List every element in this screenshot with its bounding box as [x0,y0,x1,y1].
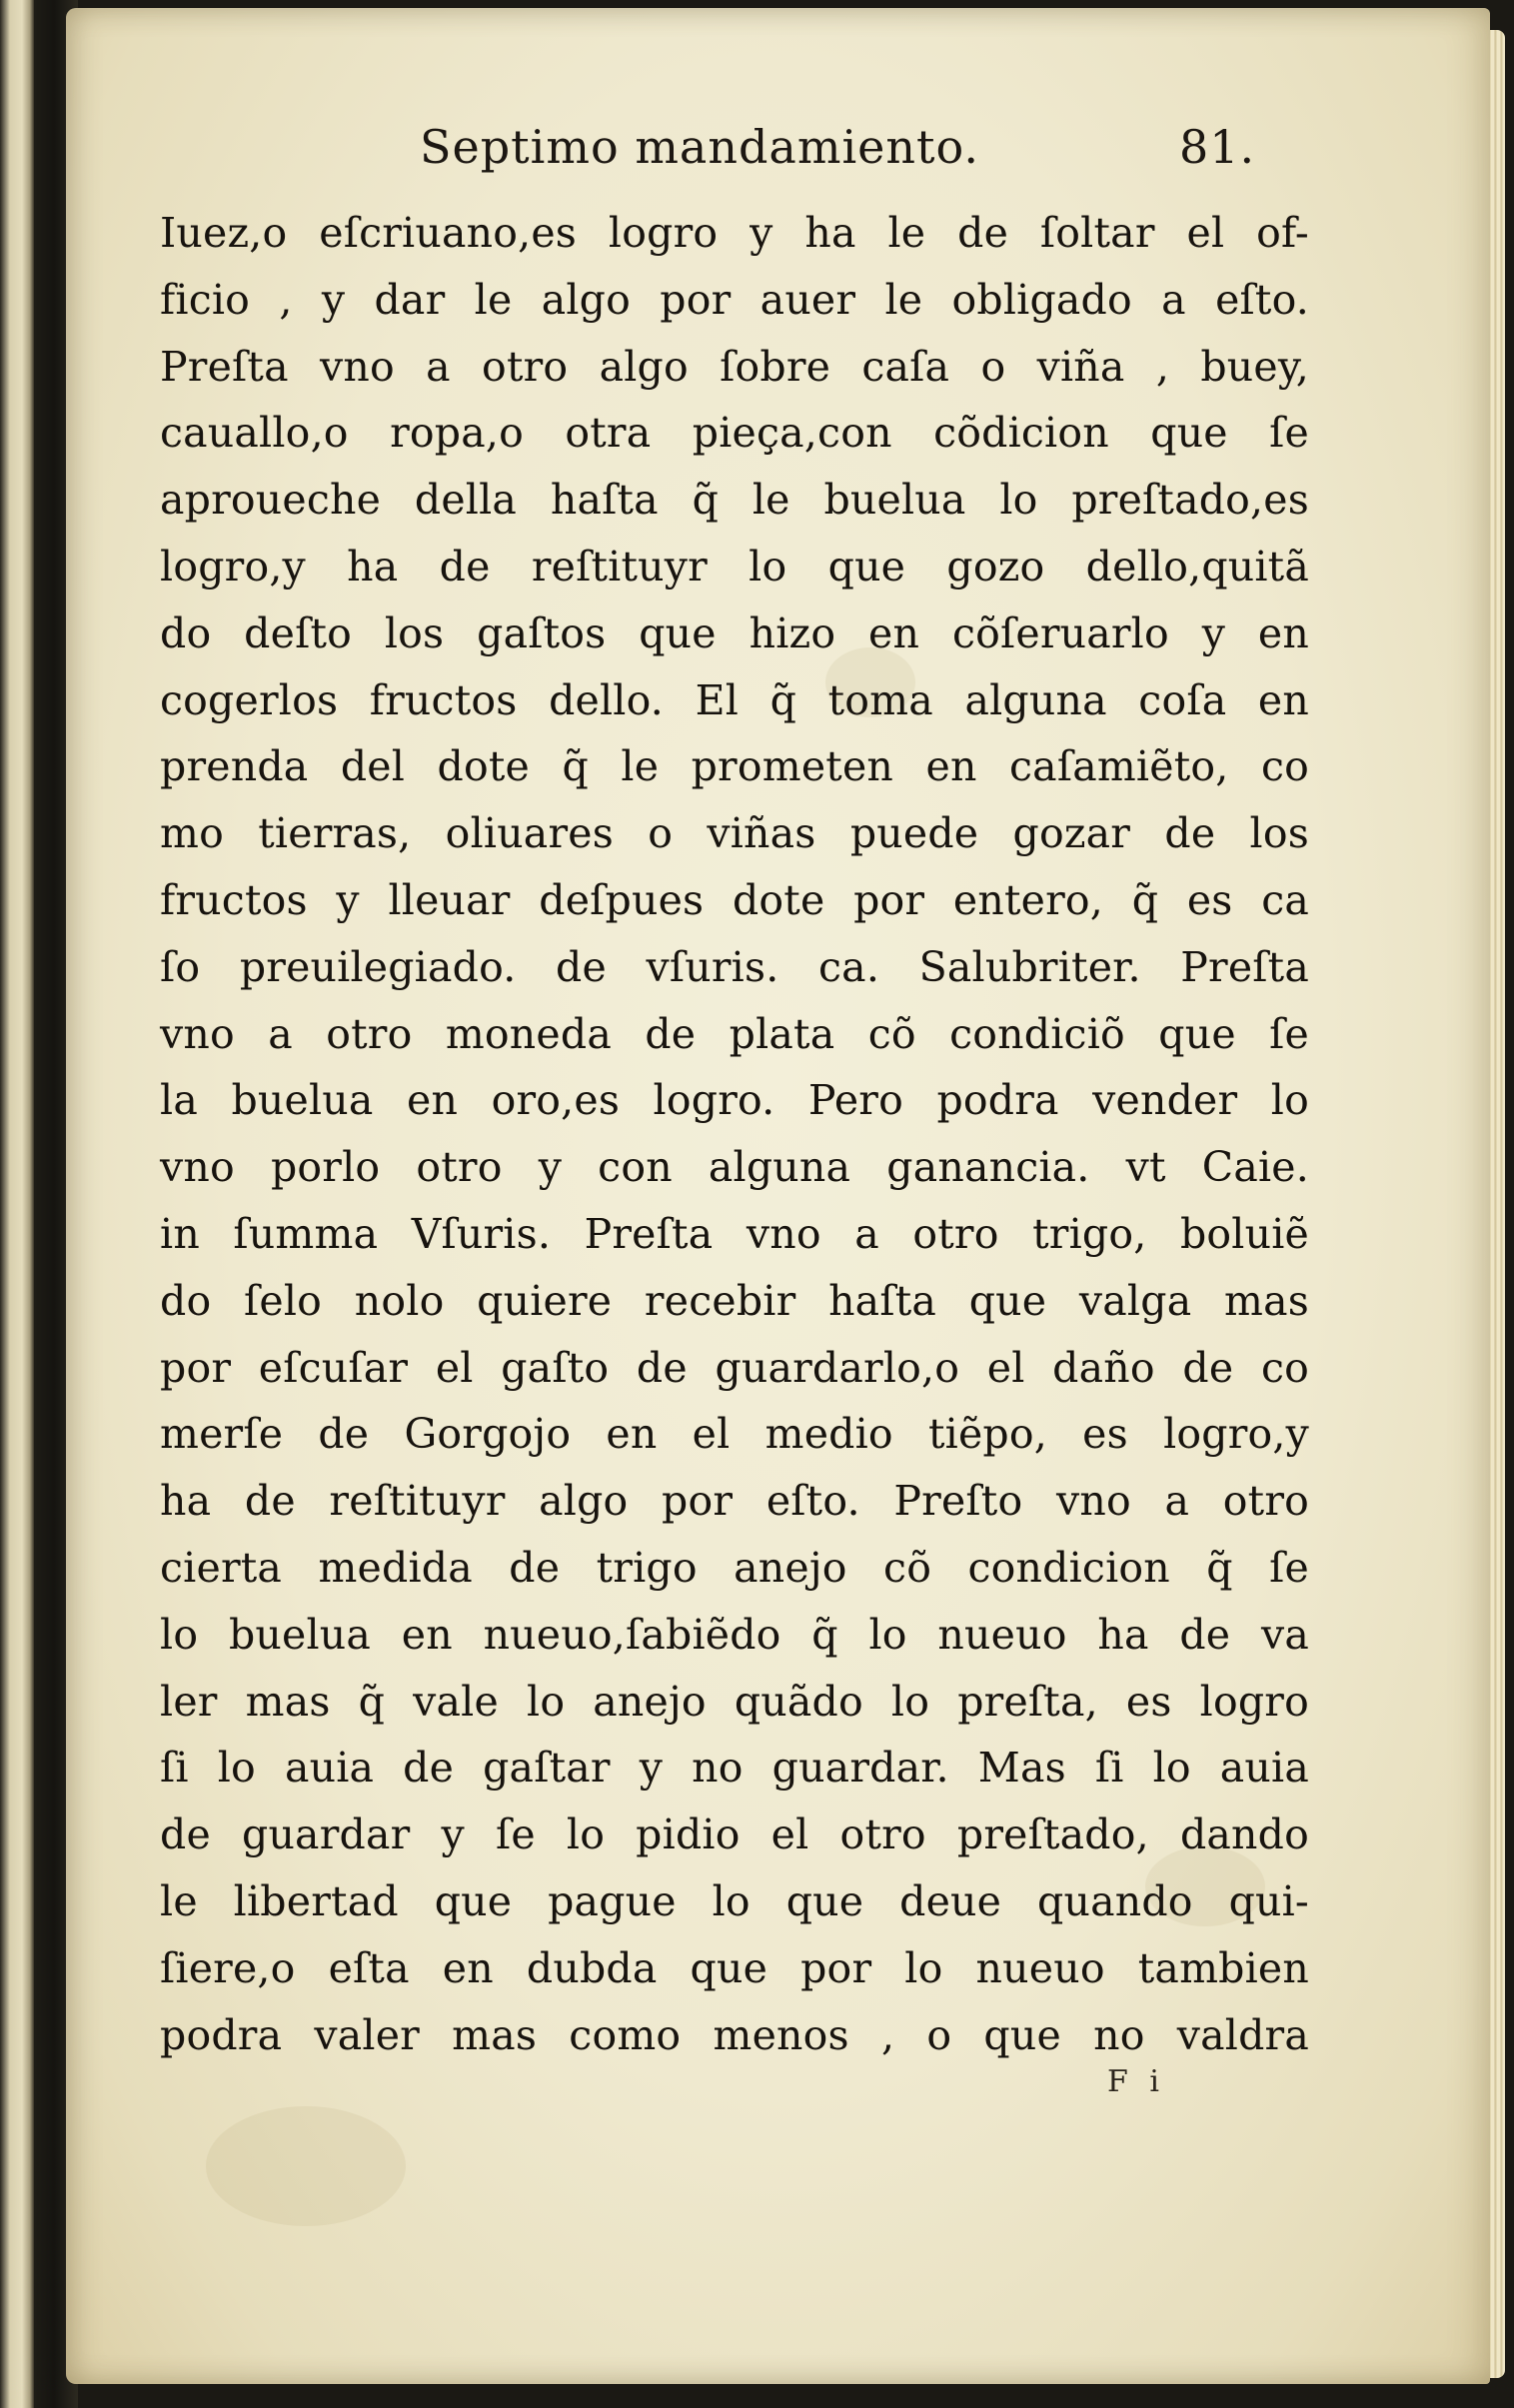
text-line: ſo preuilegiado. de vſuris. ca. Salubriter. Preſta [160,942,1309,991]
text-line: ſiere,o eſta en dubda que por lo nueuo tambien [160,1943,1309,1992]
text-line: do ſelo nolo quiere recebir haſta que valga mas [160,1276,1309,1325]
text-line: do deſto los gaſtos que hizo en cõſeruarlo y en [160,608,1309,657]
signature-mark: F i [1107,2064,1165,2099]
text-line: ſi lo auia de gaſtar y no guardar. Mas ſi lo auia [160,1744,1309,1793]
text-line: logro,y ha de reſtituyr lo que gozo dello,quitã [160,542,1309,591]
text-line: le libertad que pague lo que deue quando qui- [160,1876,1309,1925]
text-line: aproueche della haſta q̃ le buelua lo preſtado,es [160,476,1309,525]
page-number: 81. [1179,120,1256,174]
text-line: fructos y lleuar deſpues dote por entero, q̃ es ca [160,875,1309,924]
text-line: vno porlo otro y con alguna ganancia. vt Caie. [160,1143,1309,1192]
text-line: merſe de Gorgojo en el medio tiẽpo, es logro,y [160,1410,1309,1459]
text-line: vno a otro moneda de plata cõ condiciõ que ſe [160,1009,1309,1058]
text-line: lo buelua en nueuo,ſabiẽdo q̃ lo nueuo ha de va [160,1610,1309,1659]
running-head-title: Septimo mandamiento. [420,120,980,174]
foxing-stain [206,2106,406,2226]
text-line: cauallo,o ropa,o otra pieça,con cõdicion que ſe [160,409,1309,458]
text-line: cogerlos fructos dello. El q̃ toma alguna coſa en [160,675,1309,724]
text-line: prenda del dote q̃ le prometen en caſamiẽto, co [160,742,1309,791]
text-line: cierta medida de trigo anejo cõ condicion q̃ ſe [160,1543,1309,1592]
text-line: Iuez,o eſcriuano,es logro y ha le de ſoltar el of- [160,209,1309,257]
body-text [160,200,1309,2068]
text-line: ha de reſtituyr algo por eſto. Preſto vno a otro [160,1477,1309,1526]
text-line: mo tierras, oliuares o viñas puede gozar de los [160,809,1309,858]
text-line: ler mas q̃ vale lo anejo quãdo lo preſta, es logro [160,1677,1309,1726]
text-line: ficio , y dar le algo por auer le obligado a eſto. [160,275,1309,324]
text-line: Preſta vno a otro algo ſobre caſa o viña , buey, [160,342,1309,391]
running-head [160,120,1309,186]
text-line: de guardar y ſe lo pidio el otro preſtado, dando [160,1810,1309,1859]
text-line: por eſcuſar el gaſto de guardarlo,o el daño de co [160,1343,1309,1392]
facing-page-edge [0,0,34,2408]
text-line: la buelua en oro,es logro. Pero podra vender lo [160,1076,1309,1125]
text-line: in ſumma Vſuris. Preſta vno a otro trigo, boluiẽ [160,1209,1309,1258]
text-line: podra valer mas como menos , o que no valdra [160,2010,1309,2059]
